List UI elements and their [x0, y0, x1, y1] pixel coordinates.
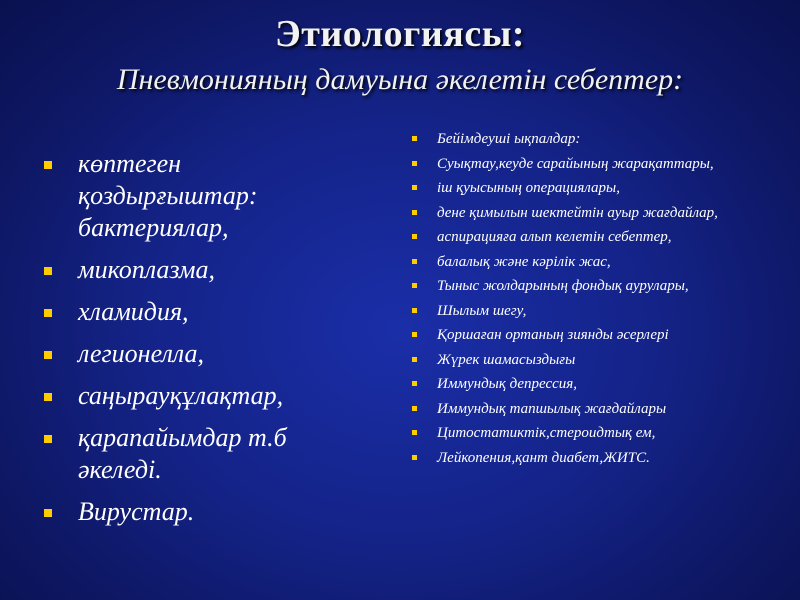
- list-item: [412, 179, 782, 198]
- list-item-label: Шылым шегу,: [437, 302, 527, 319]
- list-item: [412, 204, 782, 223]
- square-bullet-icon: [412, 430, 417, 435]
- list-item-label: Жүрек шамасыздығы: [437, 351, 576, 368]
- list-item-label: хламидия,: [78, 297, 189, 326]
- list-item: [412, 326, 782, 345]
- square-bullet-icon: [412, 161, 417, 166]
- list-item-label: дене қимылын шектейтін ауыр жағдайлар,: [437, 204, 718, 221]
- square-bullet-icon: [412, 406, 417, 411]
- list-item-label: Тыныс жолдарының фондық аурулары,: [437, 278, 689, 294]
- list-item: [40, 148, 360, 244]
- list-item: [412, 400, 782, 419]
- list-item: [40, 296, 360, 328]
- list-item-label: Иммундық депрессия,: [437, 376, 578, 392]
- predisposing-factors-list: [412, 130, 782, 473]
- square-bullet-icon: [412, 357, 417, 362]
- list-item: [40, 496, 360, 528]
- square-bullet-icon: [412, 136, 417, 141]
- list-item: [40, 338, 360, 370]
- list-item-label: қарапайымдар т.б әкеледі.: [78, 423, 287, 484]
- list-item: [412, 302, 782, 321]
- square-bullet-icon: [44, 509, 52, 517]
- list-item-label: саңырауқұлақтар,: [78, 381, 284, 410]
- square-bullet-icon: [44, 309, 52, 317]
- list-item-label: көптеген қоздырғыштар: бактериялар,: [78, 149, 258, 242]
- list-item-label: Бейімдеуші ықпалдар:: [437, 131, 581, 147]
- square-bullet-icon: [412, 308, 417, 313]
- list-item: [412, 155, 782, 174]
- square-bullet-icon: [412, 234, 417, 239]
- list-item-label: Лейкопения,қант диабет,ЖИТС.: [437, 449, 650, 466]
- square-bullet-icon: [44, 393, 52, 401]
- square-bullet-icon: [412, 332, 417, 337]
- list-item: [412, 449, 782, 468]
- square-bullet-icon: [412, 185, 417, 190]
- slide-subtitle: Пневмонияның дамуына әкелетін себептер:: [116, 63, 684, 96]
- list-item-label: Цитостатиктік,стероидтық ем,: [437, 425, 656, 441]
- list-item: [40, 422, 360, 486]
- list-item-label: Суықтау,кеуде сарайының жарақаттары,: [437, 155, 714, 172]
- list-item-label: аспирацияға алып келетін себептер,: [437, 229, 672, 245]
- slide-title: Этиологиясы:: [274, 13, 526, 55]
- square-bullet-icon: [412, 381, 417, 386]
- list-item-label: легионелла,: [78, 339, 204, 368]
- list-item-label: балалық және кәрілік жас,: [437, 253, 611, 270]
- list-item-label: іш қуысының операциялары,: [437, 180, 620, 196]
- square-bullet-icon: [412, 259, 417, 264]
- list-item: [412, 277, 782, 296]
- square-bullet-icon: [412, 283, 417, 288]
- square-bullet-icon: [44, 267, 52, 275]
- list-item: [412, 375, 782, 394]
- square-bullet-icon: [412, 210, 417, 215]
- square-bullet-icon: [44, 161, 52, 169]
- list-item: [412, 228, 782, 247]
- square-bullet-icon: [44, 351, 52, 359]
- list-item-label: микоплазма,: [78, 255, 216, 284]
- square-bullet-icon: [412, 455, 417, 460]
- list-item: [40, 254, 360, 286]
- list-item-label: Иммундық тапшылық жағдайлары: [437, 400, 667, 417]
- list-item: [412, 424, 782, 443]
- list-item: [412, 253, 782, 272]
- list-item: [412, 130, 782, 149]
- list-item-label: Қоршаған ортаның зиянды әсерлері: [437, 327, 669, 343]
- square-bullet-icon: [44, 435, 52, 443]
- list-item: [412, 351, 782, 370]
- list-item-label: Вирустар.: [78, 497, 195, 526]
- list-item: [40, 380, 360, 412]
- pathogens-list: [40, 148, 360, 538]
